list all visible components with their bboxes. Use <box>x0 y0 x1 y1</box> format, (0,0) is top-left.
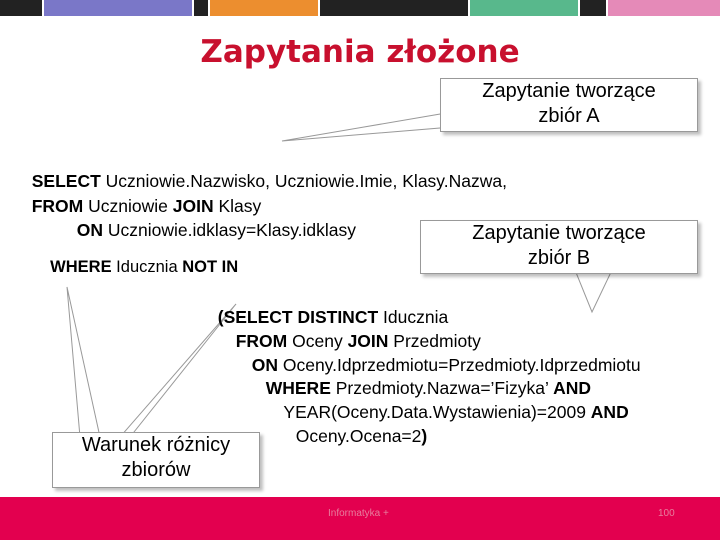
sql-text: Przedmioty.Nazwa=’Fizyka’ <box>330 378 554 398</box>
callout-b-line2: zbiór B <box>527 247 591 269</box>
sql-paren-close: ) <box>421 426 428 446</box>
callout-set-a <box>440 78 698 132</box>
sql-text: Uczniowie <box>83 196 173 216</box>
callout-a-line1: Zapytanie tworzące <box>482 80 656 102</box>
sql-keyword: WHERE <box>265 378 331 398</box>
sql-line-4 <box>41 237 238 277</box>
sql-keyword: SELECT DISTINCT <box>223 307 379 327</box>
sql-paren-open: ( <box>217 307 224 327</box>
sql-keyword: FROM <box>235 331 288 351</box>
sql-text: Oceny.Ocena=2 <box>295 426 422 446</box>
sql-text: Uczniowie.Nazwisko, Uczniowie.Imie, Klasy.Nazwa, <box>100 171 507 191</box>
callout-c-line2: zbiorów <box>121 459 191 481</box>
callout-set-b <box>420 220 698 274</box>
sql-text: Iducznia <box>378 307 449 327</box>
footer-course-name: Informatyka + <box>328 508 389 519</box>
sql-line-10 <box>286 406 427 446</box>
sql-keyword: NOT IN <box>182 258 239 276</box>
sql-keyword: FROM <box>31 196 84 216</box>
callout-b-line1: Zapytanie tworzące <box>472 222 646 244</box>
sql-keyword: AND <box>590 402 629 422</box>
callout-c-line1: Warunek różnicy <box>81 434 231 456</box>
sql-text: Iducznia <box>111 258 183 276</box>
sql-text: Oceny <box>287 331 348 351</box>
sql-keyword: WHERE <box>50 258 112 276</box>
sql-keyword: AND <box>553 378 592 398</box>
sql-keyword: ON <box>76 220 103 240</box>
sql-keyword: ON <box>251 355 278 375</box>
sql-keyword: JOIN <box>347 331 389 351</box>
footer-bar <box>0 497 720 540</box>
sql-text: YEAR(Oceny.Data.Wystawienia)=2009 <box>283 402 591 422</box>
sql-keyword: JOIN <box>172 196 214 216</box>
footer-page-number: 100 <box>658 508 675 519</box>
callout-set-difference <box>52 432 260 488</box>
sql-text: Oceny.Idprzedmiotu=Przedmioty.Idprzedmiotu <box>277 355 641 375</box>
sql-text: Klasy <box>213 196 262 216</box>
callout-a-line2: zbiór A <box>538 105 600 127</box>
sql-text: Uczniowie.idklasy=Klasy.idklasy <box>102 220 357 240</box>
sql-text: Przedmioty <box>388 331 481 351</box>
slide-title: Zapytania złożone <box>200 34 520 70</box>
sql-keyword: SELECT <box>31 171 101 191</box>
sql-line-3 <box>67 200 356 240</box>
